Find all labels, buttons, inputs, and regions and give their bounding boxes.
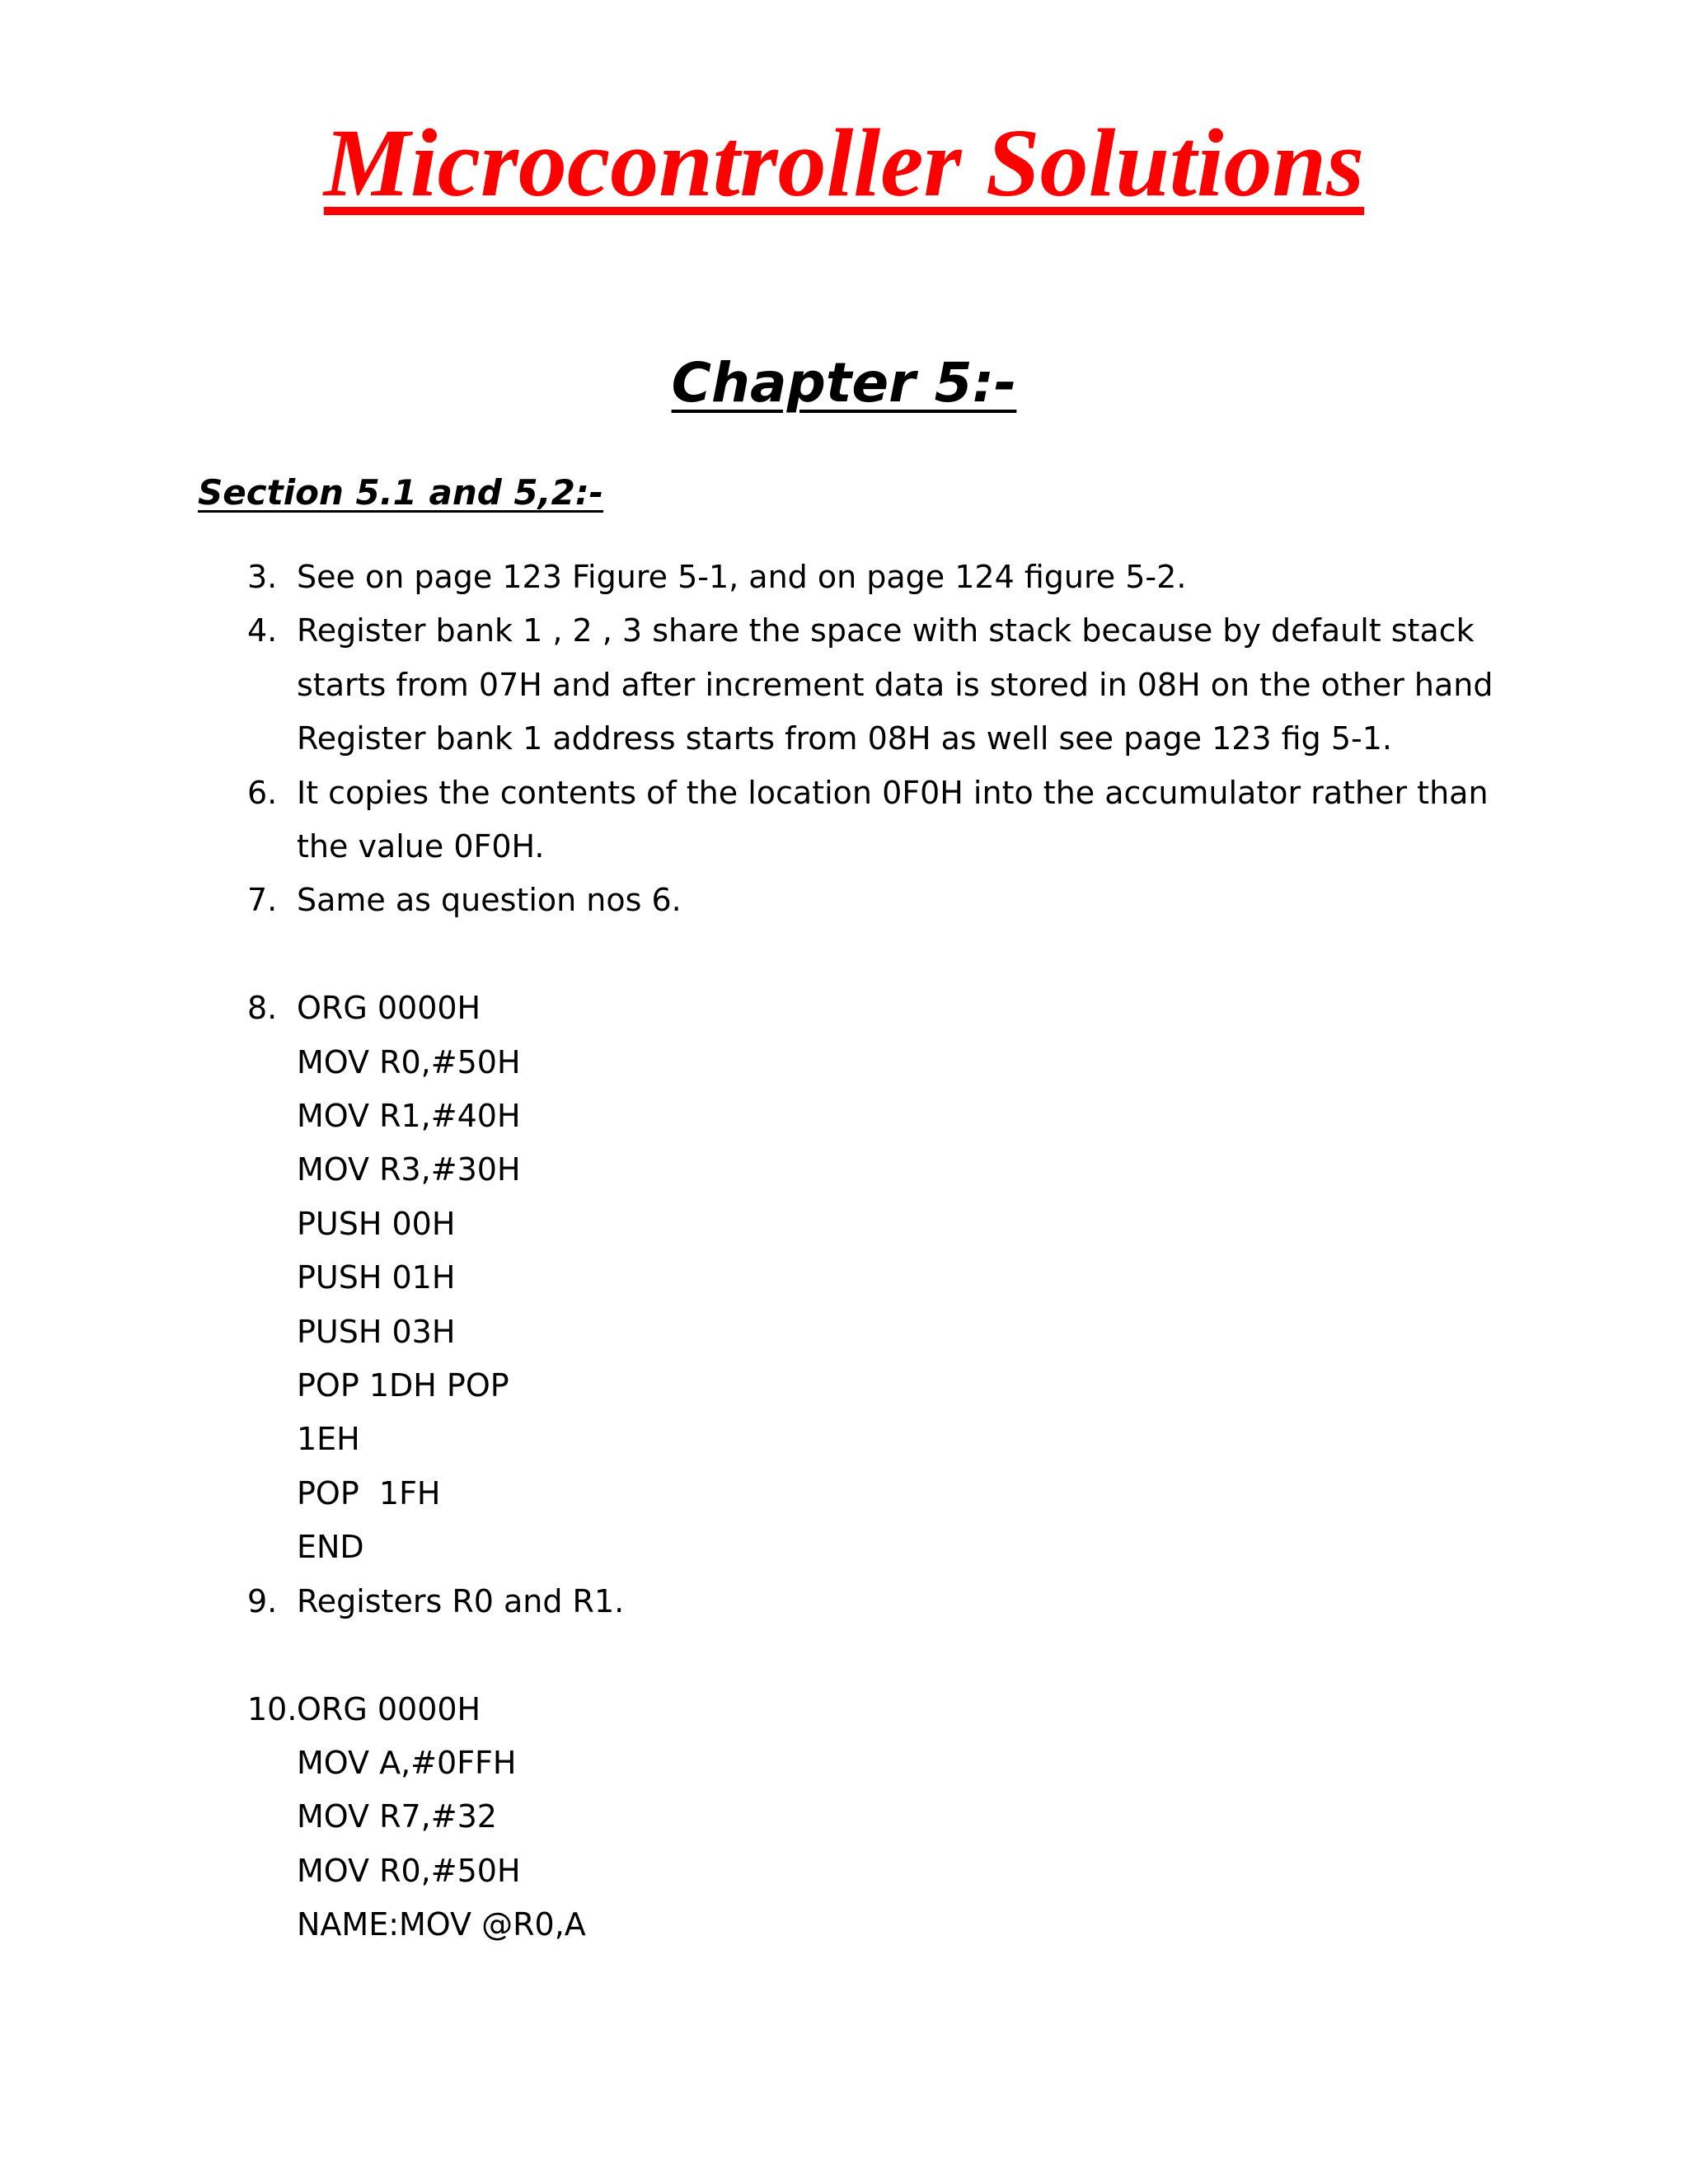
document-title [0, 105, 1688, 221]
list-item-line: Register bank 1 address starts from 08H as well see page 123 fig 5-1. [297, 720, 1392, 757]
list-item [0, 1683, 1500, 1952]
list-item-number: 6. [247, 774, 278, 811]
list-item-number: 7. [247, 882, 278, 919]
section-heading-text: Section 5.1 and 5,2:- [198, 472, 604, 513]
list-item-line: MOV R0,#50H [297, 1043, 521, 1080]
list-item-line: MOV R7,#32 [297, 1798, 497, 1835]
list-item-number: 8. [247, 990, 278, 1027]
list-item-line: the value 0F0H. [297, 828, 545, 865]
list-item-line: NAME:MOV @R0,A [297, 1906, 586, 1943]
list-item-line: PUSH 01H [297, 1259, 456, 1296]
list-item-line: MOV A,#0FFH [297, 1744, 517, 1781]
list-item-line: PUSH 00H [297, 1205, 456, 1242]
list-item-line: MOV R0,#50H [297, 1852, 521, 1889]
list-item [0, 874, 1500, 927]
document-title-text: Microcontroller Solutions [323, 109, 1365, 217]
list-spacer [0, 928, 1688, 982]
list-item-line: MOV R3,#30H [297, 1151, 521, 1188]
list-item-line: END [297, 1529, 364, 1566]
list-item [0, 1575, 1500, 1629]
list-item-line: Same as question nos 6. [297, 882, 682, 919]
list-item-number: 3. [247, 559, 278, 595]
list-item-line: starts from 07H and after increment data is stored in 08H on the other hand [297, 666, 1493, 703]
list-item-line: POP 1DH POP [297, 1367, 509, 1404]
list-spacer [0, 1629, 1688, 1682]
list-item-line: ORG 0000H [297, 990, 481, 1027]
answer-list [0, 551, 1688, 1952]
list-item-line: MOV R1,#40H [297, 1098, 521, 1135]
list-item-line: PUSH 03H [297, 1313, 456, 1350]
list-item-line: See on page 123 Figure 5-1, and on page 124 figure 5-2. [297, 559, 1187, 595]
list-item-line: POP 1FH [297, 1474, 441, 1511]
list-item-number: 9. [247, 1582, 278, 1619]
list-item-line: ORG 0000H [297, 1690, 481, 1727]
chapter-heading [0, 346, 1688, 420]
list-item [0, 982, 1500, 1574]
list-item [0, 551, 1500, 604]
list-item-number: 10. [247, 1690, 298, 1727]
list-item-line: Registers R0 and R1. [297, 1582, 625, 1619]
list-item [0, 604, 1500, 766]
list-item-number: 4. [247, 612, 278, 649]
list-item-line: 1EH [297, 1421, 360, 1458]
list-item [0, 766, 1500, 874]
chapter-heading-text: Chapter 5:- [671, 351, 1017, 415]
list-item-line: It copies the contents of the location 0F0H into the accumulator rather than [297, 774, 1489, 811]
list-item-line: Register bank 1 , 2 , 3 share the space with stack because by default stack [297, 612, 1475, 649]
section-heading [198, 466, 603, 519]
